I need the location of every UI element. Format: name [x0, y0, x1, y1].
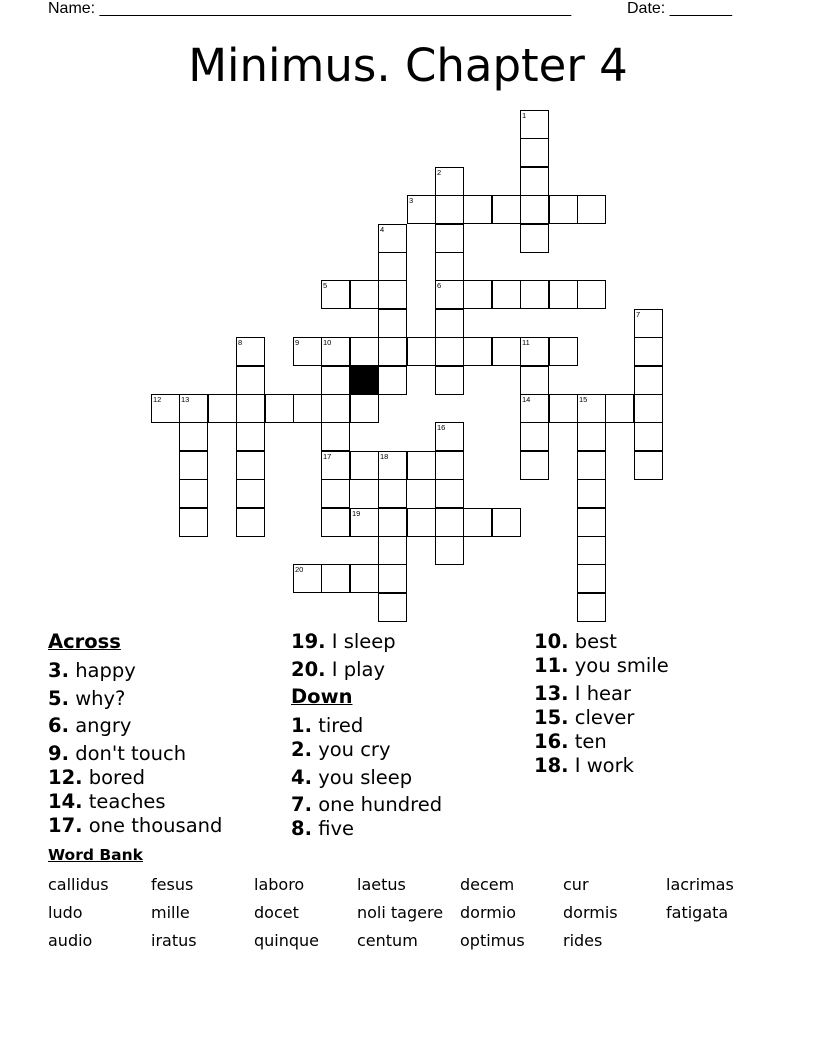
- crossword-cell[interactable]: [321, 280, 350, 309]
- crossword-cell[interactable]: [435, 195, 464, 224]
- clue-number: 4: [380, 225, 385, 234]
- across-clue: 6. angry: [48, 714, 132, 737]
- crossword-cell[interactable]: [378, 479, 407, 508]
- crossword-cell[interactable]: [435, 422, 464, 451]
- crossword-cell[interactable]: [236, 508, 265, 537]
- crossword-cell[interactable]: [350, 337, 379, 366]
- crossword-cell[interactable]: [407, 195, 436, 224]
- crossword-cell[interactable]: [435, 479, 464, 508]
- crossword-cell[interactable]: [520, 280, 549, 309]
- clue-number: 2: [437, 168, 442, 177]
- word-bank-word: centum: [357, 931, 418, 950]
- clue-number: 10: [323, 338, 332, 347]
- clue-number: 20: [295, 565, 304, 574]
- crossword-cell[interactable]: [321, 422, 350, 451]
- crossword-cell[interactable]: [463, 337, 492, 366]
- crossword-cell[interactable]: [265, 394, 294, 423]
- across-clue: 3. happy: [48, 659, 136, 682]
- crossword-cell[interactable]: [577, 195, 606, 224]
- crossword-cell[interactable]: [634, 309, 663, 338]
- crossword-cell[interactable]: [350, 394, 379, 423]
- word-bank-word: rides: [563, 931, 603, 950]
- crossword-cell[interactable]: [435, 337, 464, 366]
- crossword-cell[interactable]: [321, 337, 350, 366]
- crossword-cell[interactable]: [463, 508, 492, 537]
- date-line: Date: _______: [627, 0, 732, 17]
- crossword-cell[interactable]: [549, 394, 578, 423]
- clue-number: 11: [522, 338, 530, 347]
- crossword-cell[interactable]: [378, 593, 407, 622]
- crossword-cell[interactable]: [407, 337, 436, 366]
- crossword-cell[interactable]: [236, 394, 265, 423]
- down-heading: Down: [291, 685, 353, 708]
- crossword-cell[interactable]: [407, 508, 436, 537]
- crossword-cell[interactable]: [520, 366, 549, 395]
- crossword-cell[interactable]: [350, 564, 379, 593]
- crossword-cell[interactable]: [492, 280, 521, 309]
- word-bank-word: fatigata: [666, 903, 729, 922]
- crossword-cell[interactable]: [634, 366, 663, 395]
- down-clue: 18. I work: [534, 754, 634, 777]
- word-bank-word: noli tagere: [357, 903, 444, 922]
- crossword-cell[interactable]: [577, 280, 606, 309]
- across-clue: 9. don't touch: [48, 742, 187, 765]
- crossword-cell[interactable]: [577, 451, 606, 480]
- word-bank-word: lacrimas: [666, 875, 734, 894]
- clue-number: 16: [437, 423, 446, 432]
- crossword-cell[interactable]: [549, 280, 578, 309]
- crossword-cell[interactable]: [492, 508, 521, 537]
- crossword-cell[interactable]: [435, 280, 464, 309]
- crossword-cell[interactable]: [549, 195, 578, 224]
- crossword-cell[interactable]: [520, 451, 549, 480]
- crossword-cell[interactable]: [435, 451, 464, 480]
- crossword-cell[interactable]: [520, 422, 549, 451]
- crossword-cell[interactable]: [577, 422, 606, 451]
- crossword-cell[interactable]: [321, 479, 350, 508]
- crossword-cell[interactable]: [236, 479, 265, 508]
- crossword-cell[interactable]: [179, 479, 208, 508]
- clue-number: 5: [323, 281, 328, 290]
- crossword-cell[interactable]: [577, 593, 606, 622]
- crossword-cell[interactable]: [435, 366, 464, 395]
- down-clue: 2. you cry: [291, 738, 391, 761]
- clue-number: 3: [409, 196, 414, 205]
- word-bank-title: Word Bank: [48, 846, 143, 864]
- word-bank-word: dormio: [460, 903, 517, 922]
- crossword-cell[interactable]: [378, 508, 407, 537]
- crossword-cell[interactable]: [435, 252, 464, 281]
- crossword-cell[interactable]: [435, 167, 464, 196]
- crossword-cell[interactable]: [634, 394, 663, 423]
- across-clue: 14. teaches: [48, 790, 166, 813]
- crossword-cell[interactable]: [520, 394, 549, 423]
- crossword-cell[interactable]: [236, 451, 265, 480]
- word-bank-word: audio: [48, 931, 93, 950]
- word-bank-word: dormis: [563, 903, 618, 922]
- word-bank-word: laboro: [254, 875, 305, 894]
- word-bank-word: fesus: [151, 875, 194, 894]
- crossword-cell[interactable]: [321, 394, 350, 423]
- clue-number: 8: [238, 338, 243, 347]
- crossword-cell[interactable]: [463, 195, 492, 224]
- word-bank-word: cur: [563, 875, 589, 894]
- clue-number: 13: [181, 395, 190, 404]
- across-heading: Across: [48, 630, 121, 653]
- crossword-cell[interactable]: [520, 138, 549, 167]
- crossword-cell[interactable]: [492, 195, 521, 224]
- down-clue: 15. clever: [534, 706, 635, 729]
- clue-number: 1: [522, 111, 527, 120]
- crossword-cell[interactable]: [378, 224, 407, 253]
- word-bank-word: ludo: [48, 903, 83, 922]
- crossword-cell[interactable]: [463, 280, 492, 309]
- crossword-cell[interactable]: [378, 337, 407, 366]
- crossword-cell[interactable]: [350, 508, 379, 537]
- crossword-cell[interactable]: [520, 224, 549, 253]
- crossword-cell[interactable]: [236, 422, 265, 451]
- word-bank-word: mille: [151, 903, 190, 922]
- name-line: Name: _____________________________________________________: [48, 0, 572, 17]
- crossword-cell[interactable]: [435, 224, 464, 253]
- word-bank-word: quinque: [254, 931, 320, 950]
- crossword-cell[interactable]: [577, 536, 606, 565]
- crossword-cell[interactable]: [350, 280, 379, 309]
- crossword-cell[interactable]: [520, 337, 549, 366]
- crossword-cell[interactable]: [520, 167, 549, 196]
- across-clue: 5. why?: [48, 687, 126, 710]
- word-bank-word: iratus: [151, 931, 197, 950]
- crossword-cell[interactable]: [179, 451, 208, 480]
- crossword-cell[interactable]: [407, 451, 436, 480]
- crossword-cell[interactable]: [236, 337, 265, 366]
- crossword-cell[interactable]: [179, 508, 208, 537]
- crossword-cell[interactable]: [208, 394, 237, 423]
- down-clue: 13. I hear: [534, 682, 632, 705]
- crossword-cell[interactable]: [321, 451, 350, 480]
- down-clue: 16. ten: [534, 730, 607, 753]
- down-clue: 4. you sleep: [291, 766, 413, 789]
- crossword-cell[interactable]: [435, 536, 464, 565]
- down-clue: 7. one hundred: [291, 793, 443, 816]
- clue-number: 7: [636, 310, 641, 319]
- crossword-cell[interactable]: [520, 110, 549, 139]
- clue-number: 6: [437, 281, 442, 290]
- down-clue: 11. you smile: [534, 654, 669, 677]
- clue-number: 15: [579, 395, 588, 404]
- crossword-cell[interactable]: [179, 422, 208, 451]
- crossword-cell[interactable]: [293, 337, 322, 366]
- crossword-cell[interactable]: [549, 337, 578, 366]
- clue-number: 14: [522, 395, 531, 404]
- crossword-cell[interactable]: [378, 366, 407, 395]
- clue-number: 18: [380, 452, 389, 461]
- crossword-cell[interactable]: [378, 451, 407, 480]
- clue-number: 19: [352, 509, 361, 518]
- crossword-cell[interactable]: [634, 451, 663, 480]
- clue-number: 17: [323, 452, 332, 461]
- crossword-cell[interactable]: [605, 394, 634, 423]
- down-clue: 8. five: [291, 817, 355, 840]
- word-bank-word: laetus: [357, 875, 406, 894]
- crossword-cell[interactable]: [321, 564, 350, 593]
- crossword-cell[interactable]: [435, 508, 464, 537]
- page-title: Minimus. Chapter 4: [188, 39, 628, 92]
- crossword-cell[interactable]: [293, 394, 322, 423]
- word-bank-word: optimus: [460, 931, 525, 950]
- crossword-cell[interactable]: [577, 508, 606, 537]
- crossword-cell[interactable]: [435, 309, 464, 338]
- crossword-cell[interactable]: [378, 252, 407, 281]
- crossword-cell[interactable]: [321, 508, 350, 537]
- down-clue: 10. best: [534, 630, 617, 653]
- crossword-cell[interactable]: [350, 451, 379, 480]
- crossword-cell[interactable]: [520, 195, 549, 224]
- across-clue: 17. one thousand: [48, 814, 223, 837]
- crossword-cell[interactable]: [321, 366, 350, 395]
- crossword-cell[interactable]: [577, 479, 606, 508]
- crossword-cell[interactable]: [378, 536, 407, 565]
- across-clue: 20. I play: [291, 658, 385, 681]
- clue-number: 9: [295, 338, 300, 347]
- crossword-cell[interactable]: [378, 309, 407, 338]
- crossword-cell[interactable]: [577, 394, 606, 423]
- crossword-cell[interactable]: [378, 564, 407, 593]
- crossword-cell[interactable]: [378, 280, 407, 309]
- crossword-cell[interactable]: [577, 564, 606, 593]
- clue-number: 12: [153, 395, 162, 404]
- crossword-cell[interactable]: [492, 337, 521, 366]
- word-bank-word: docet: [254, 903, 299, 922]
- word-bank-word: callidus: [48, 875, 109, 894]
- crossword-cell[interactable]: [179, 394, 208, 423]
- crossword-cell[interactable]: [293, 564, 322, 593]
- crossword-cell[interactable]: [151, 394, 180, 423]
- crossword-block: [350, 366, 379, 395]
- word-bank-word: decem: [460, 875, 515, 894]
- across-clue: 19. I sleep: [291, 630, 396, 653]
- across-clue: 12. bored: [48, 766, 146, 789]
- crossword-cell[interactable]: [236, 366, 265, 395]
- crossword-cell[interactable]: [634, 337, 663, 366]
- crossword-cell[interactable]: [634, 422, 663, 451]
- down-clue: 1. tired: [291, 714, 364, 737]
